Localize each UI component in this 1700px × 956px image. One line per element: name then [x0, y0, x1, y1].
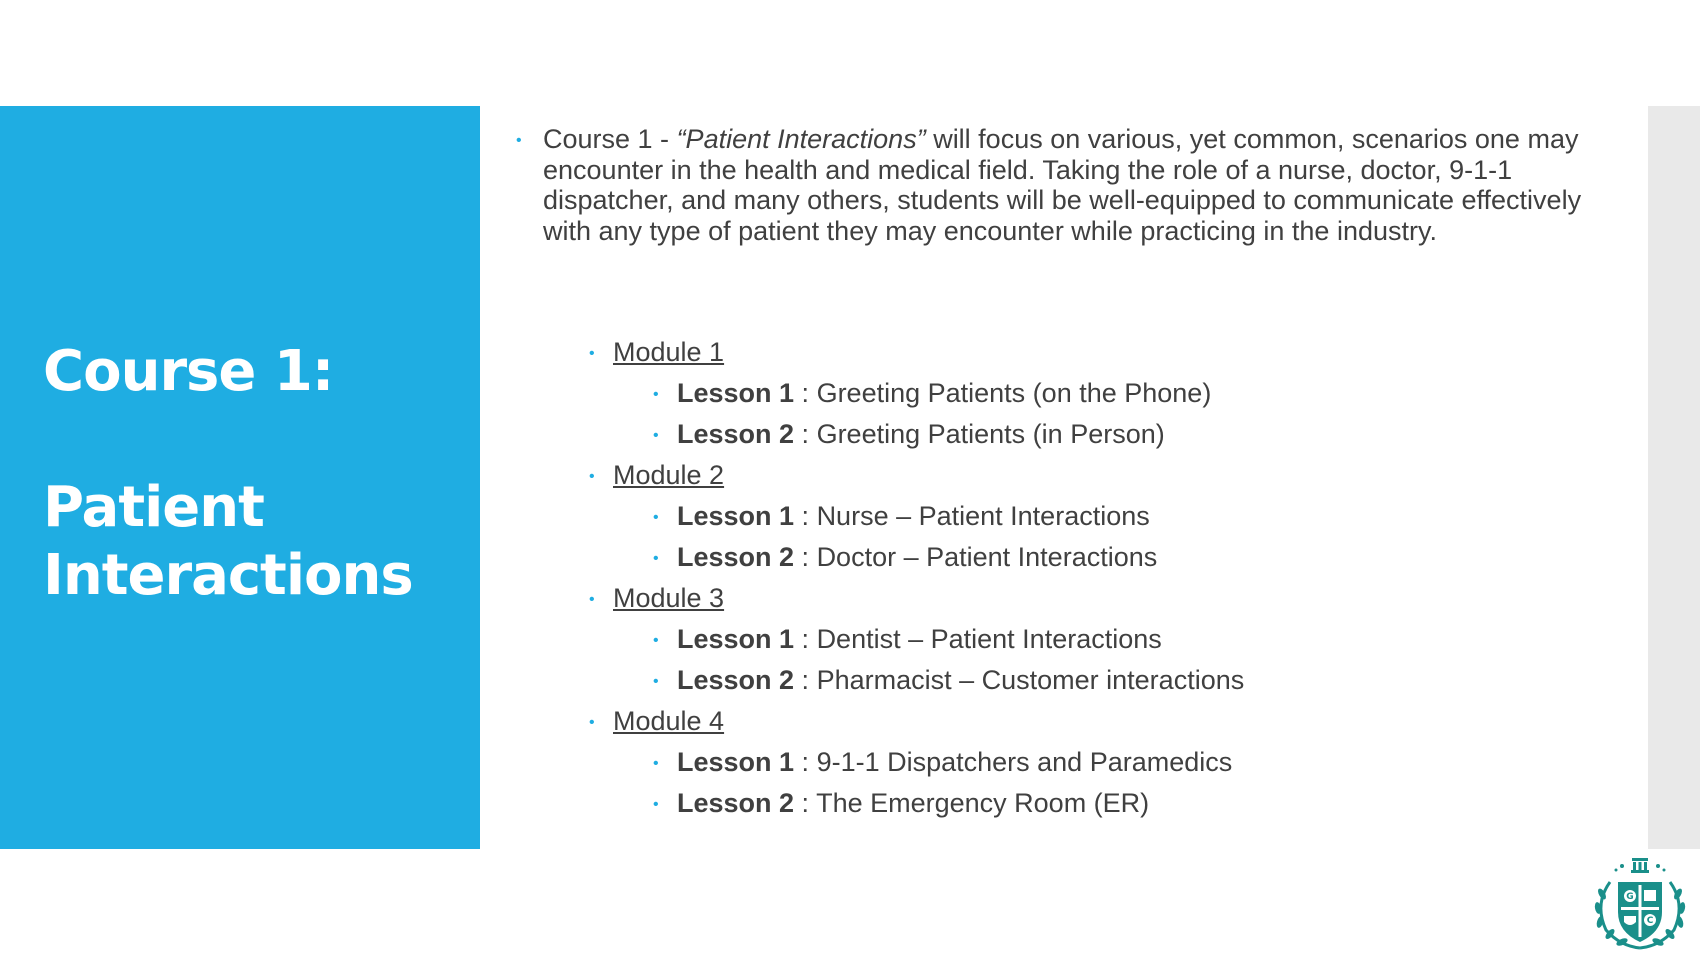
- bullet-icon: •: [653, 550, 659, 567]
- slide-title: [43, 338, 413, 610]
- lesson-separator: :: [794, 419, 817, 449]
- lesson-label: Lesson 1: [677, 624, 795, 654]
- title-spacer: [43, 406, 413, 474]
- side-strip: [1648, 106, 1700, 849]
- lesson-title: Greeting Patients (on the Phone): [816, 378, 1212, 408]
- module-outline: [516, 332, 1516, 824]
- module-item: [516, 578, 1516, 619]
- module-label: Module 3: [613, 583, 725, 613]
- lesson-item: [516, 742, 1516, 783]
- lesson-title: The Emergency Room (ER): [816, 788, 1150, 818]
- bullet-icon: •: [653, 632, 659, 649]
- bullet-icon: •: [653, 796, 659, 813]
- bullet-icon: •: [653, 509, 659, 526]
- intro-paragraph: [516, 124, 1616, 246]
- intro-prefix: Course 1 -: [543, 124, 677, 154]
- lesson-separator: :: [794, 624, 817, 654]
- lesson-separator: :: [794, 788, 817, 818]
- module-item: [516, 701, 1516, 742]
- module-label: Module 2: [613, 460, 725, 490]
- lesson-item: [516, 496, 1516, 537]
- module-label: Module 4: [613, 706, 725, 736]
- lesson-title: Doctor – Patient Interactions: [816, 542, 1158, 572]
- lesson-label: Lesson 1: [677, 501, 795, 531]
- lesson-item: [516, 783, 1516, 824]
- lesson-label: Lesson 1: [677, 378, 795, 408]
- school-crest-icon: [1588, 852, 1692, 952]
- lesson-item: [516, 414, 1516, 455]
- module-label: Module 1: [613, 337, 725, 367]
- title-line-1: Course 1:: [43, 339, 334, 404]
- lesson-separator: :: [794, 501, 817, 531]
- slide-content: [516, 124, 1616, 818]
- lesson-label: Lesson 1: [677, 747, 795, 777]
- logo-letter-c: C: [1646, 916, 1654, 926]
- lesson-item: [516, 660, 1516, 701]
- bullet-icon: •: [589, 345, 595, 362]
- title-line-3: Interactions: [43, 543, 413, 608]
- lesson-separator: :: [794, 378, 817, 408]
- lesson-title: Pharmacist – Customer interactions: [816, 665, 1245, 695]
- lesson-separator: :: [794, 542, 817, 572]
- module-item: [516, 455, 1516, 496]
- intro-course-name: “Patient Interactions”: [676, 124, 926, 154]
- lesson-label: Lesson 2: [677, 419, 795, 449]
- logo-letter-g: G: [1626, 892, 1634, 902]
- lesson-title: Greeting Patients (in Person): [816, 419, 1165, 449]
- lesson-separator: :: [794, 747, 817, 777]
- lesson-title: Dentist – Patient Interactions: [816, 624, 1162, 654]
- bullet-icon: •: [589, 591, 595, 608]
- intro-body: will focus on various, yet common, scenarios one may encounter in the health and medical field. Taking the role of a nurse, doctor, 9-1-1 dispatcher, and many others, students will be well-equipped to communicate effectively with any type of patient they may encounter while practicing in the industry.: [543, 124, 1582, 246]
- bullet-icon: •: [653, 386, 659, 403]
- lesson-label: Lesson 2: [677, 665, 795, 695]
- bullet-icon: •: [589, 468, 595, 485]
- bullet-icon: •: [589, 714, 595, 731]
- bullet-icon: •: [653, 673, 659, 690]
- bullet-icon: •: [516, 132, 522, 149]
- bullet-icon: •: [653, 755, 659, 772]
- lesson-item: [516, 619, 1516, 660]
- lesson-title: 9-1-1 Dispatchers and Paramedics: [816, 747, 1233, 777]
- bullet-icon: •: [653, 427, 659, 444]
- module-item: [516, 332, 1516, 373]
- lesson-title: Nurse – Patient Interactions: [816, 501, 1150, 531]
- lesson-item: [516, 537, 1516, 578]
- lesson-label: Lesson 2: [677, 788, 795, 818]
- lesson-item: [516, 373, 1516, 414]
- lesson-separator: :: [794, 665, 817, 695]
- title-line-2: Patient: [43, 475, 264, 540]
- lesson-label: Lesson 2: [677, 542, 795, 572]
